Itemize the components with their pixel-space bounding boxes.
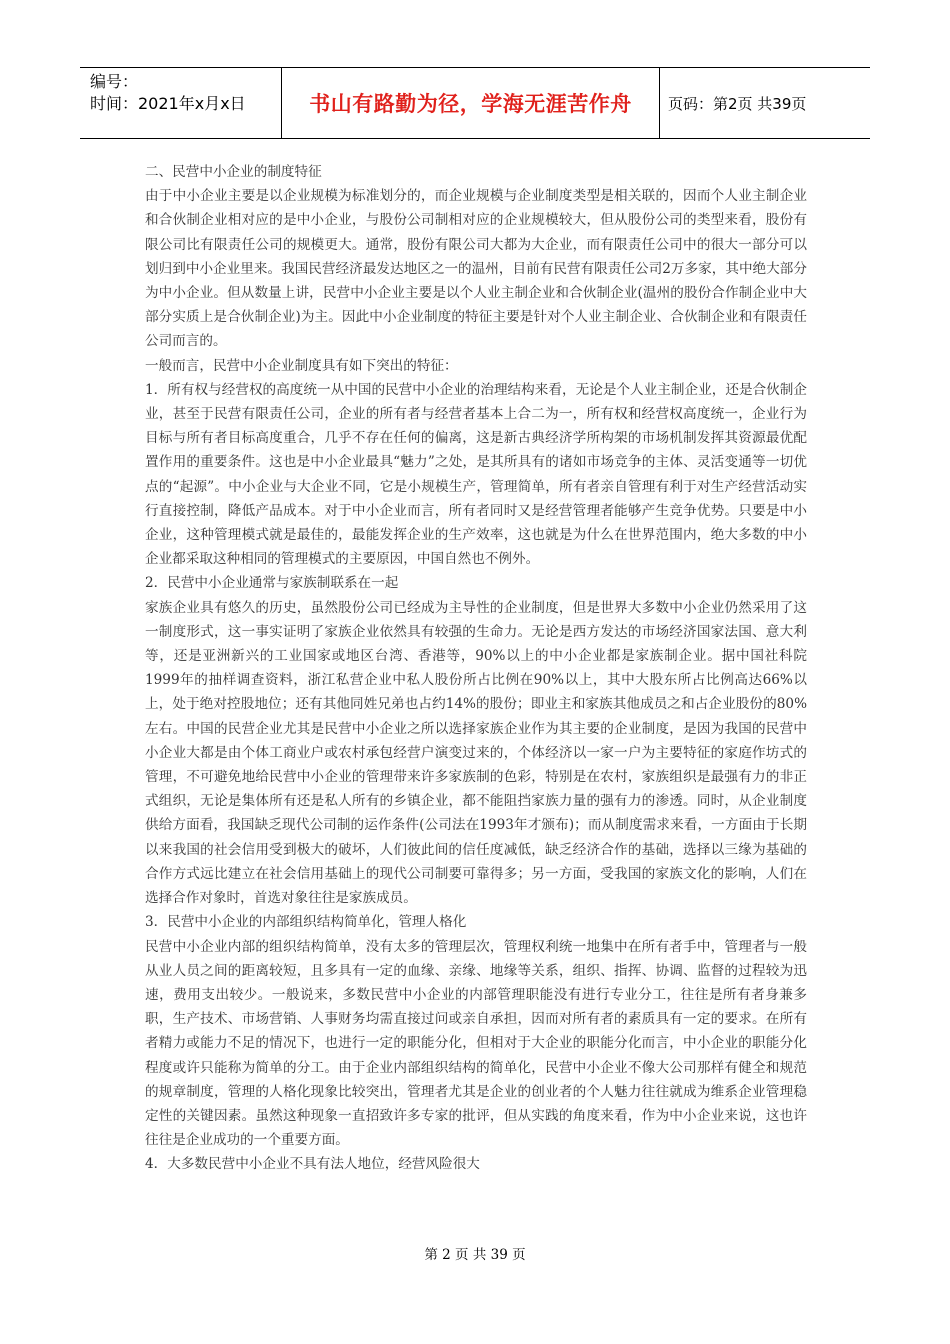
header-motto: 书山有路勤为径，学海无涯苦作舟 <box>309 92 632 116</box>
subsection-heading: 4．大多数民营中小企业不具有法人地位，经营风险很大 <box>145 1156 480 1173</box>
header-page-info: 页码：第2页 共39页 <box>668 94 807 113</box>
header-page-cell <box>660 68 870 138</box>
section-heading: 二、民营中小企业的制度特征 <box>145 164 322 180</box>
body-paragraph: 一般而言，民营中小企业制度具有如下突出的特征： <box>145 357 458 374</box>
page-footer: 第 2 页 共 39 页 <box>424 1247 526 1263</box>
body-paragraph: 由于中小企业主要是以企业规模为标准划分的，而企业规模与企业制度类型是相关联的，因而个人业主制企业和合伙制企业相对应的是中小企业，与股份公司制相对应的企业规模较大，但从股份公司的类型来看，股份有限公司比有限责任公司的规模更大。通常，股份有限公司大都为大企业，而有限责任公司中的很大一部分可以划归到中小企业里来。我国民营经济最发达地区之一的温州，目前有民营有限责任公司2万多家，其中绝大部分为中小企业。但从数量上讲，民营中小企业主要是以个人业主制企业和合伙制企业(温州的股份合作制企业中大部分实质上是合伙制企业)为主。因此中小企业制度的特征主要是针对个人业主制企业、合伙制企业和有限责任公司而言的。 <box>145 188 807 350</box>
header-motto-cell <box>282 68 660 138</box>
document-date-label: 时间：2021年x月x日 <box>90 94 246 113</box>
document-header <box>80 67 870 139</box>
header-meta-cell <box>80 68 282 138</box>
subsection-heading: 3．民营中小企业的内部组织结构简单化，管理人格化 <box>145 914 467 931</box>
body-paragraph: 家族企业具有悠久的历史，虽然股份公司已经成为主导性的企业制度，但是世界大多数中小企业仍然采用了这一制度形式，这一事实证明了家族企业依然具有较强的生命力。无论是西方发达的市场经济国家法国、意大利等，还是亚洲新兴的工业国家或地区台湾、香港等，90%以上的中小企业都是家族制企业。据中国社科院1999年的抽样调查资料，浙江私营企业中私人股份所占比例在90%以上，其中大股东所占比例高达66%以上，处于绝对控股地位；还有其他同姓兄弟也占约14%的股份；即业主和家族其他成员之和占企业股份的80%左右。中国的民营企业尤其是民营中小企业之所以选择家族企业作为其主要的企业制度，是因为我国的民营中小企业大都是由个体工商业户或农村承包经营户演变过来的，个体经济以一家一户为主要特征的家庭作坊式的管理，不可避免地给民营中小企业的管理带来许多家族制的色彩，特别是在农村，家族组织是最强有力的非正式组织，无论是集体所有还是私人所有的乡镇企业，都不能阻挡家族力量的强有力的渗透。同时，从企业制度供给方面看，我国缺乏现代公司制的运作条件(公司法在1993年才颁布)；而从制度需求来看，一方面由于长期以来我国的社会信用受到极大的破坏，人们彼此间的信任度减低，缺乏经济合作的基础，选择以三缘为基础的合作方式远比建立在社会信用基础上的现代公司制要可靠得多；另一方面，受我国的家族文化的影响，人们在选择合作对象时，首选对象往往是家族成员。 <box>145 599 807 907</box>
body-paragraph: 1．所有权与经营权的高度统一从中国的民营中小企业的治理结构来看，无论是个人业主制企业，还是合伙制企业，甚至于民营有限责任公司，企业的所有者与经营者基本上合二为一，所有权和经营权高度统一，企业行为目标与所有者目标高度重合，几乎不存在任何的偏离，这是新古典经济学所构架的市场机制发挥其资源最优配置作用的重要条件。这也是中小企业最具“魅力”之处，是其所具有的诸如市场竞争的主体、灵活变通等一切优点的“起源”。中小企业与大企业不同，它是小规模生产，管理简单，所有者亲自管理有利于对生产经营活动实行直接控制，降低产品成本。对于中小企业而言，所有者同时又是经营管理者能够产生竞争优势。只要是中小企业，这种管理模式就是最佳的，最能发挥企业的生产效率，这也就是为什么在世界范围内，绝大多数的中小企业都采取这种相同的管理模式的主要原因，中国自然也不例外。 <box>145 381 807 568</box>
document-number-label: 编号： <box>90 72 139 91</box>
body-paragraph: 民营中小企业内部的组织结构简单，没有太多的管理层次，管理权利统一地集中在所有者手中，管理者与一般从业人员之间的距离较短，且多具有一定的血缘、亲缘、地缘等关系，组织、指挥、协调、监督的过程较为迅速，费用支出较少。一般说来，多数民营中小企业的内部管理职能没有进行专业分工，往往是所有者身兼多职，生产技术、市场营销、人事财务均需直接过问或亲自承担，因而对所有者的素质具有一定的要求。在所有者精力或能力不足的情况下，也进行一定的职能分化，但相对于大企业的职能分化而言，中小企业的职能分化程度或许只能称为简单的分工。由于企业内部组织结构的简单化，民营中小企业不像大公司那样有健全和规范的规章制度，管理的人格化现象比较突出，管理者尤其是企业的创业者的个人魅力往往就成为维系企业管理稳定性的关键因素。虽然这种现象一直招致许多专家的批评，但从实践的角度来看，作为中小企业来说，这也许往往是企业成功的一个重要方面。 <box>145 938 807 1149</box>
subsection-heading: 2．民营中小企业通常与家族制联系在一起 <box>145 575 399 592</box>
document-body <box>145 160 807 1177</box>
